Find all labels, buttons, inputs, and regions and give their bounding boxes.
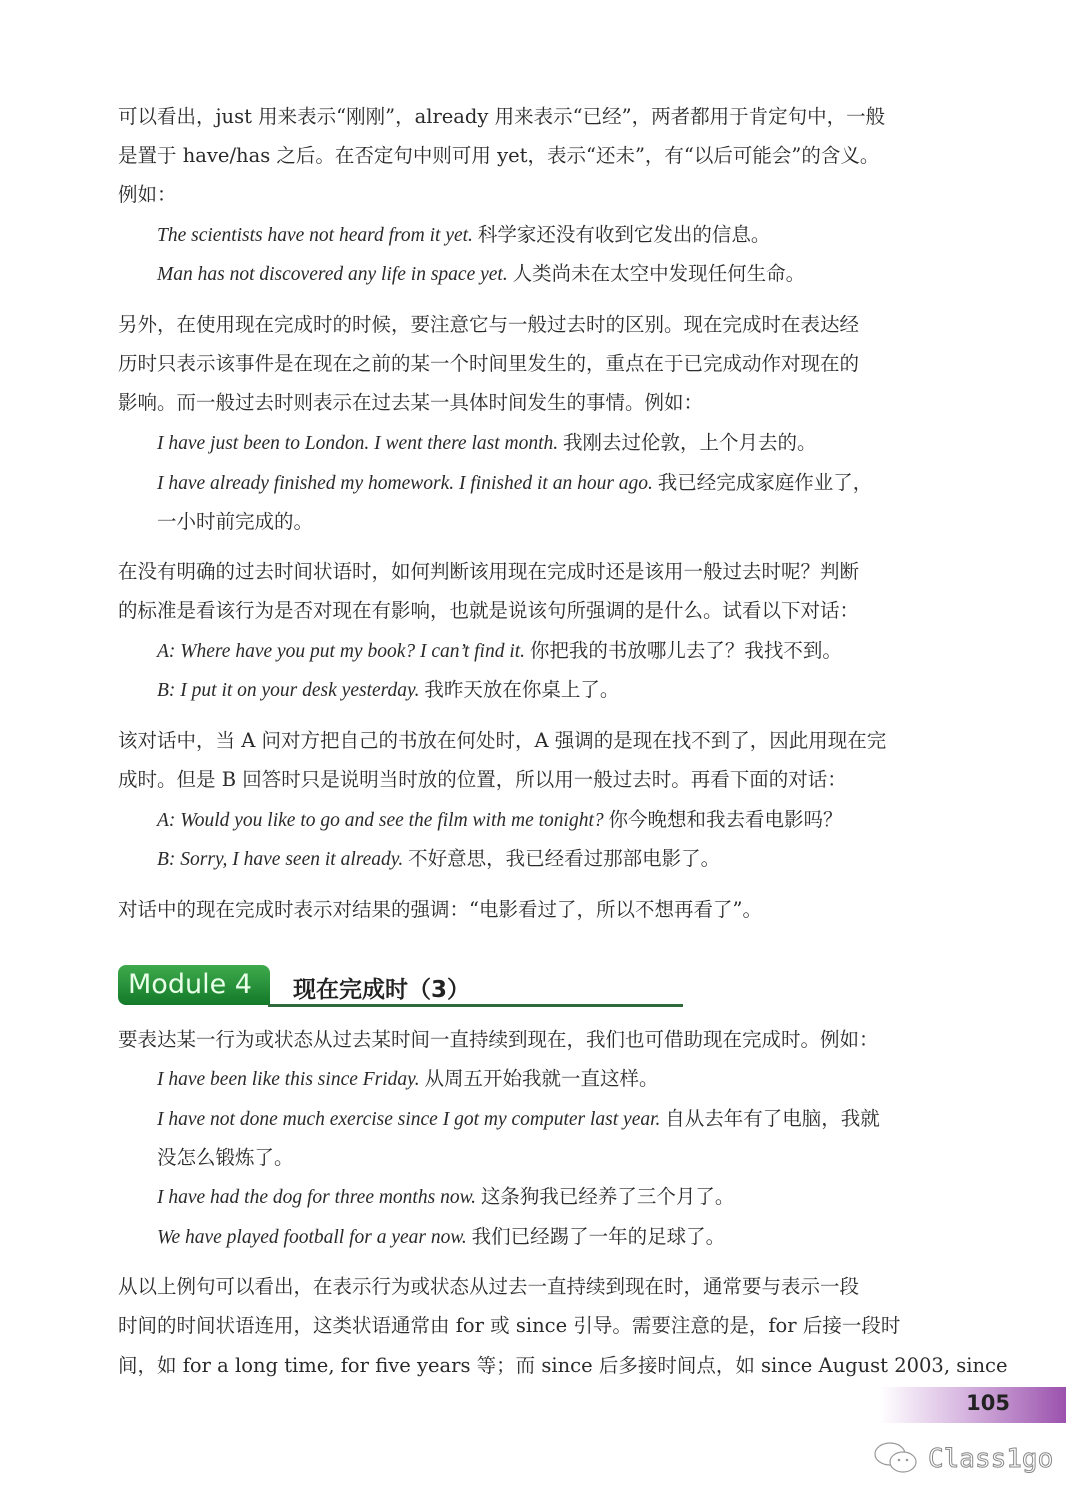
example-sentence [157,1225,725,1250]
example-sentence [157,1185,734,1210]
page-number-bar [880,1387,1066,1423]
module-underline [268,1004,683,1007]
example-sentence [157,223,770,248]
example-sentence [157,431,817,456]
paragraph-line: 要表达某一行为或状态从过去某时间一直持续到现在，我们也可借助现在完成时。例如： [118,1028,879,1051]
example-chinese: 从周五开始我就一直这样。 [424,1067,659,1090]
example-chinese: 科学家还没有收到它发出的信息。 [477,223,771,246]
example-chinese: 人类尚未在太空中发现任何生命。 [512,262,806,285]
paragraph-line: 是置于 have/has 之后。在否定句中则可用 yet，表示“还未”，有“以后可能会”的含义。 [118,144,880,167]
page-number: 105 [966,1391,1010,1415]
example-chinese: 你把我的书放哪儿去了？我找不到。 [529,639,842,662]
paragraph-line: 该对话中，当 A 问对方把自己的书放在何处时，A 强调的是现在找不到了，因此用现在完 [118,729,887,752]
example-sentence [157,510,313,535]
example-english: I have just been to London. I went there last month. [157,433,559,454]
example-english: We have played football for a year now. [157,1227,467,1248]
example-chinese: 一小时前完成的。 [157,510,314,533]
paragraph-line: 在没有明确的过去时间状语时，如何判断该用现在完成时还是该用一般过去时呢？判断 [118,560,860,583]
example-sentence [157,678,619,703]
example-sentence [157,847,720,872]
paragraph-line: 历时只表示该事件是在现在之前的某一个时间里发生的，重点在于已完成动作对现在的 [118,352,860,375]
example-english: I have already finished my homework. I finished it an hour ago. [157,473,653,494]
paragraph-line: 另外，在使用现在完成时的时候，要注意它与一般过去时的区别。现在完成时在表达经 [118,313,860,336]
module-badge: Module 4 [118,965,270,1005]
example-sentence [157,808,843,833]
example-chinese: 你今晚想和我去看电影吗？ [608,808,843,831]
example-chinese: 我们已经踢了一年的足球了。 [471,1225,726,1248]
example-chinese: 我已经完成家庭作业了， [657,471,873,494]
paragraph-line: 成时。但是 B 回答时只是说明当时放的位置，所以用一般过去时。再看下面的对话： [118,768,847,791]
example-english: I have had the dog for three months now. [157,1187,476,1208]
example-sentence [157,639,842,664]
paragraph-line: 的标准是看该行为是否对现在有影响，也就是说该句所强调的是什么。试看以下对话： [118,599,860,622]
paragraph-line: 可以看出，just 用来表示“刚刚”，already 用来表示“已经”，两者都用于肯定句中，一般 [118,105,886,128]
module-header [118,965,683,1007]
example-sentence [157,262,805,287]
example-sentence [157,1146,294,1171]
example-english: The scientists have not heard from it yet. [157,225,473,246]
example-english: B: I put it on your desk yesterday. [157,680,420,701]
example-english: Man has not discovered any life in space yet. [157,264,508,285]
paragraph-line: 例如： [118,183,177,206]
paragraph-line: 间，如 for a long time, for five years 等；而 since 后多接时间点，如 since August 2003, since [118,1354,1008,1377]
example-chinese: 自从去年有了电脑，我就 [665,1107,880,1130]
paragraph-line: 时间的时间状语连用，这类状语通常由 for 或 since 引导。需要注意的是，for 后接一段时 [118,1314,901,1337]
example-chinese: 不好意思，我已经看过那部电影了。 [408,847,721,870]
example-chinese: 我昨天放在你桌上了。 [424,678,620,701]
module-title: 现在完成时（3） [293,977,471,1003]
example-english: B: Sorry, I have seen it already. [157,849,404,870]
watermark: Class1go [928,1444,1054,1474]
example-chinese: 没怎么锻炼了。 [157,1146,294,1169]
example-english: A: Where have you put my book? I can’t find it. [157,641,526,662]
paragraph-line: 对话中的现在完成时表示对结果的强调：“电影看过了，所以不想再看了”。 [118,898,762,921]
paragraph-line: 影响。而一般过去时则表示在过去某一具体时间发生的事情。例如： [118,391,704,414]
wechat-icon [872,1440,922,1476]
example-sentence [157,1067,659,1092]
example-sentence [157,471,872,496]
example-sentence [157,1107,880,1132]
paragraph-line: 从以上例句可以看出，在表示行为或状态从过去一直持续到现在时，通常要与表示一段 [118,1275,860,1298]
example-english: I have not done much exercise since I got my computer last year. [157,1109,661,1130]
example-chinese: 我刚去过伦敦，上个月去的。 [563,431,817,454]
example-chinese: 这条狗我已经养了三个月了。 [480,1185,735,1208]
example-english: I have been like this since Friday. [157,1069,420,1090]
example-english: A: Would you like to go and see the film with me tonight? [157,810,604,831]
